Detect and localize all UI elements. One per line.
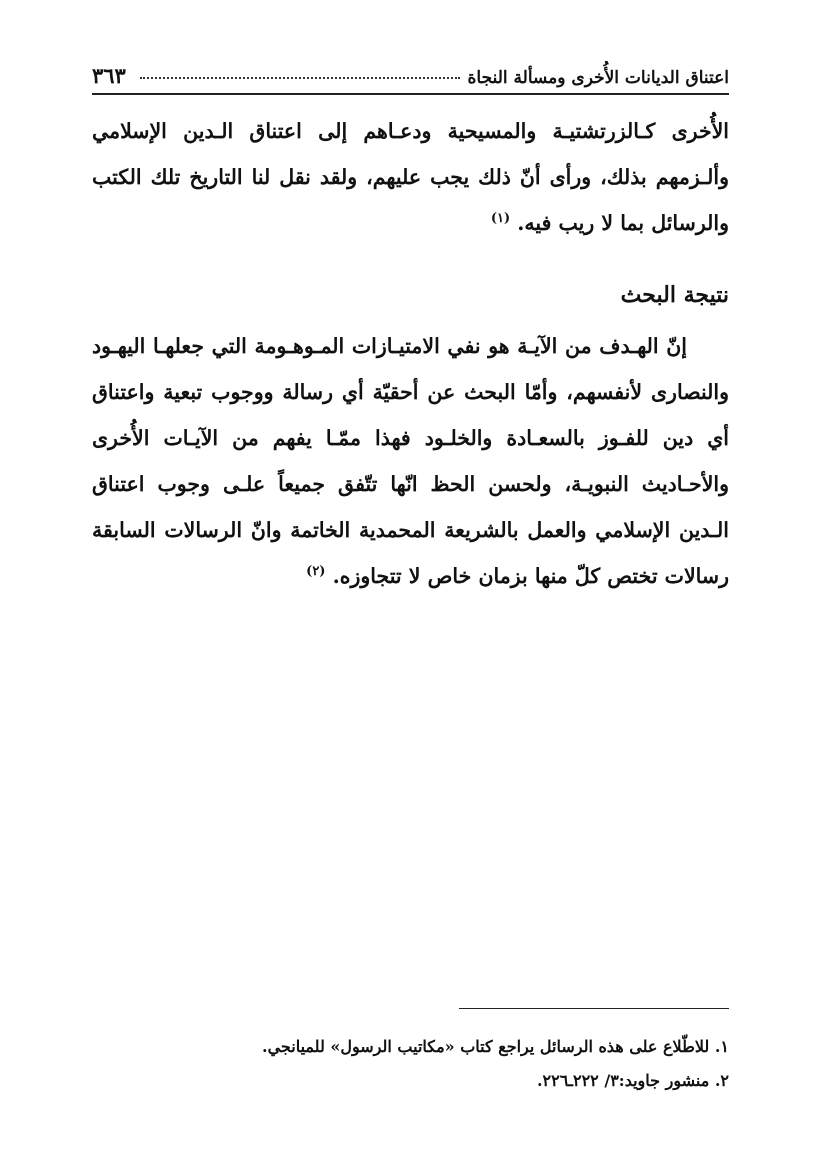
paragraph-1 bbox=[92, 108, 729, 246]
conclusion-paragraph bbox=[92, 323, 729, 599]
paragraph-2-text: إنّ الهـدف من الآيـة هو نفي الامتيـازات المـوهـومة التي جعلهـا اليهـود والنصارى لأنفسهم، وأمّا البحث عن أحقيّة أي رسالة ووجوب تبعية واعتناق أي دين للفـوز بالسعـادة والخلـود فهذا ممّـا يفهم من الآيـات الأُخرى والأحـاديث النبويـة، ولحسن الحظ انّها تتّفق جميعاً علـى وجوب اعتناق الـدين الإسلامي والعمل بالشريعة المحمدية الخاتمة وانّ الرسالات السابقة رسالات تختص كلّ منها بزمان خاص لا تتجاوزه. bbox=[92, 334, 729, 588]
page-header bbox=[92, 52, 729, 88]
paragraph-continuation bbox=[92, 108, 729, 246]
paragraph-1-text: الأُخرى كـالزرتشتيـة والمسيحية ودعـاهم إلى اعتناق الـدين الإسلامي وألـزمهم بذلك، ورأى أنّ ذلك يجب عليهم، ولقد نقل لنا التاريخ تلك الكتب والرسائل بما لا ريب فيه. bbox=[92, 119, 729, 235]
footnote-ref-2: (٢) bbox=[306, 564, 326, 580]
footnote-1: ١. للاطّلاع على هذه الرسائل يراجع كتاب «مكاتيب الرسول» للميانجي. bbox=[262, 1037, 729, 1056]
paragraph-2 bbox=[92, 323, 729, 599]
dotted-leader bbox=[140, 77, 460, 79]
running-title: اعتناق الديانات الأُخرى ومسألة النجاة bbox=[467, 68, 729, 88]
page-number: ٣٦٣ bbox=[92, 63, 126, 88]
footnote-2: ٢. منشور جاويد:٣/ ٢٢٢ـ٢٢٦. bbox=[536, 1071, 729, 1090]
footnote-separator bbox=[459, 1008, 729, 1009]
footnotes bbox=[92, 1030, 729, 1098]
section-heading: نتيجة البحث bbox=[620, 282, 729, 308]
header-rule bbox=[92, 93, 729, 95]
footnote-ref-1: (١) bbox=[490, 211, 511, 227]
